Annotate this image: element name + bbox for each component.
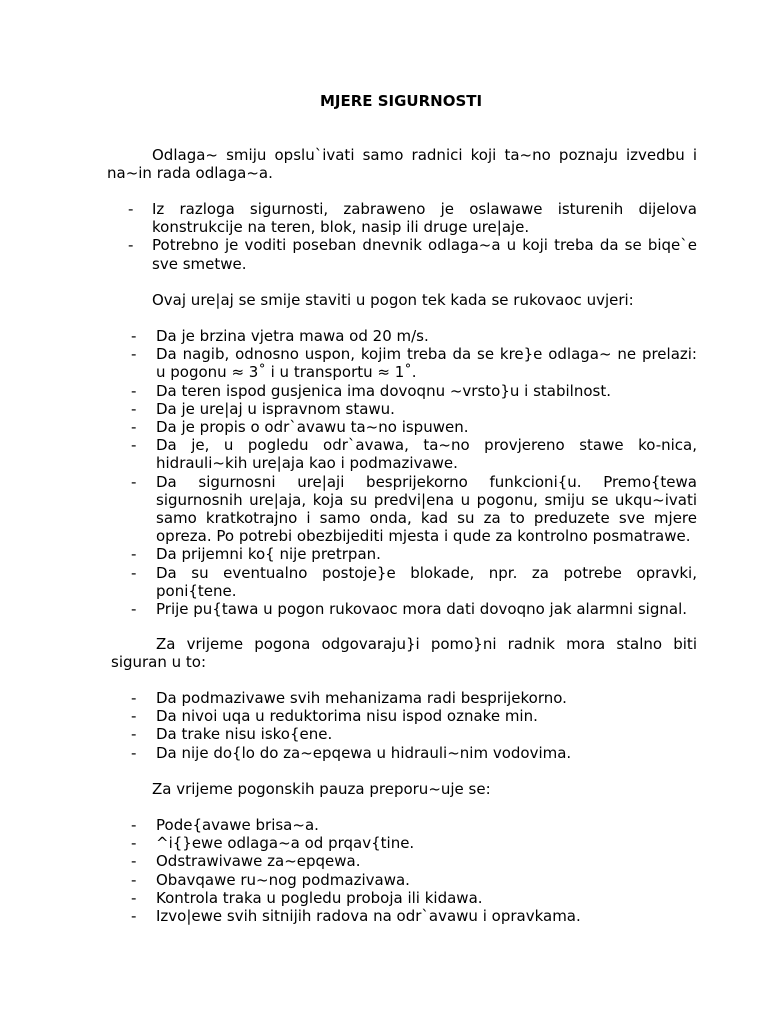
list-item (131, 472, 697, 546)
list-item-text: Odstrawivawe za~epqewa. (156, 852, 361, 871)
list-item-text: Kontrola traka u pogledu proboja ili kidawa. (156, 888, 483, 907)
list-item (131, 600, 697, 619)
list-dash: - (131, 472, 137, 491)
list-dash: - (131, 345, 137, 364)
list-item (131, 563, 697, 600)
pause-paragraph: Za vrijeme pogonskih pauza preporu~uje se: (152, 780, 491, 798)
list-item (131, 907, 697, 926)
list-item-text: Da nije do{lo do za~epqewa u hidrauli~nim vodovima. (156, 743, 572, 762)
list-item (131, 852, 697, 871)
list-item (131, 870, 697, 889)
list-item (131, 689, 697, 707)
list-dash: - (131, 381, 137, 400)
list-item-text: Da sigurnosni ure|aji besprijekorno funkcioni{u. Premo{tewa sigurnosnih ure|aja, koja su predvi|ena u pogonu, smiju se ukqu~ivati samo kratkotrajno i samo onda, kad su za to preduzete sve mjere opreza. Po potrebi obezbijediti mjesta i qude za kontrolno posmatrawe. (156, 472, 697, 546)
operation-paragraph: Za vrijeme pogona odgovaraju}i pomo}ni radnik mora stalno biti siguran u to: (111, 635, 697, 672)
list-item-text: Da prijemni ko{ nije pretrpan. (156, 545, 381, 564)
list-item-text: Prije pu{tawa u pogon rukovaoc mora dati dovoqno jak alarmni signal. (156, 600, 687, 619)
list-item-text: Da trake nisu isko{ene. (156, 725, 333, 744)
list-item-text: Pode{avawe brisa~a. (156, 816, 319, 834)
list-item-text: Da je propis o odr`avawu ta~no ispuwen. (156, 418, 469, 437)
list-item (131, 834, 697, 853)
list-item-text: Da nivoi uqa u reduktorima nisu ispod oznake min. (156, 707, 538, 726)
restrictions-list (128, 200, 697, 273)
list-dash: - (131, 399, 137, 418)
list-item-text: Iz razloga sigurnosti, zabraweno je oslawawe isturenih dijelova konstrukcije na teren, blok, nasip ili druge ure|aje. (152, 200, 697, 237)
list-item (131, 327, 697, 345)
list-item (131, 743, 697, 762)
list-item (131, 345, 697, 382)
list-item-text: Obavqawe ru~nog podmazivawa. (156, 870, 410, 889)
list-dash: - (131, 600, 137, 619)
list-dash: - (131, 743, 137, 762)
list-item (131, 399, 697, 418)
list-item-text: Da teren ispod gusjenica ima dovoqnu ~vrsto}u i stabilnost. (156, 381, 611, 400)
operation-checks-list (131, 689, 697, 762)
list-item (131, 725, 697, 744)
pause-recommendations-list (131, 816, 697, 926)
list-item-text: ^i{}ewe odlaga~a od prqav{tine. (156, 834, 415, 853)
list-dash: - (131, 888, 137, 907)
list-dash: - (131, 689, 137, 707)
list-dash: - (131, 327, 137, 345)
list-dash: - (131, 725, 137, 744)
list-item (128, 200, 697, 237)
list-dash: - (131, 870, 137, 889)
list-item-text: Da nagib, odnosno uspon, kojim treba da se kre}e odlaga~ ne prelazi: u pogonu ≈ 3˚ i u transportu ≈ 1˚. (156, 345, 697, 382)
list-item (128, 236, 697, 273)
start-conditions-paragraph: Ovaj ure|aj se smije staviti u pogon tek kada se rukovaoc uvjeri: (152, 291, 634, 309)
list-dash: - (131, 436, 137, 455)
list-item-text: Da je ure|aj u ispravnom stawu. (156, 399, 395, 418)
list-dash: - (128, 200, 134, 218)
list-item-text: Potrebno je voditi poseban dnevnik odlaga~a u koji treba da se biqe`e sve smetwe. (152, 236, 697, 273)
intro-paragraph: Odlaga~ smiju opslu`ivati samo radnici koji ta~no poznaju izvedbu i na~in rada odlaga~a. (107, 146, 697, 183)
list-dash: - (131, 707, 137, 726)
list-item-text: Da su eventualno postoje}e blokade, npr. za potrebe opravki, poni{tene. (156, 563, 697, 600)
list-item (131, 707, 697, 726)
list-dash: - (131, 418, 137, 437)
list-item (131, 816, 697, 834)
list-item (131, 418, 697, 437)
list-item-text: Izvo|ewe svih sitnijih radova na odr`avawu i opravkama. (156, 907, 581, 926)
document-title: MJERE SIGURNOSTI (319, 92, 483, 110)
list-dash: - (131, 545, 137, 564)
list-dash: - (131, 852, 137, 871)
list-item-text: Da je, u pogledu odr`avawa, ta~no provjereno stawe ko-nica, hidrauli~kih ure|aja kao i podmazivawe. (156, 436, 697, 473)
start-conditions-list (131, 327, 697, 619)
list-item-text: Da podmazivawe svih mehanizama radi besprijekorno. (156, 689, 567, 707)
list-item (131, 888, 697, 907)
list-dash: - (131, 816, 137, 834)
list-item (131, 545, 697, 564)
list-dash: - (128, 236, 134, 255)
list-item (131, 381, 697, 400)
list-dash: - (131, 834, 137, 853)
list-dash: - (131, 563, 137, 582)
list-dash: - (131, 907, 137, 926)
list-item (131, 436, 697, 473)
list-item-text: Da je brzina vjetra mawa od 20 m/s. (156, 327, 429, 345)
